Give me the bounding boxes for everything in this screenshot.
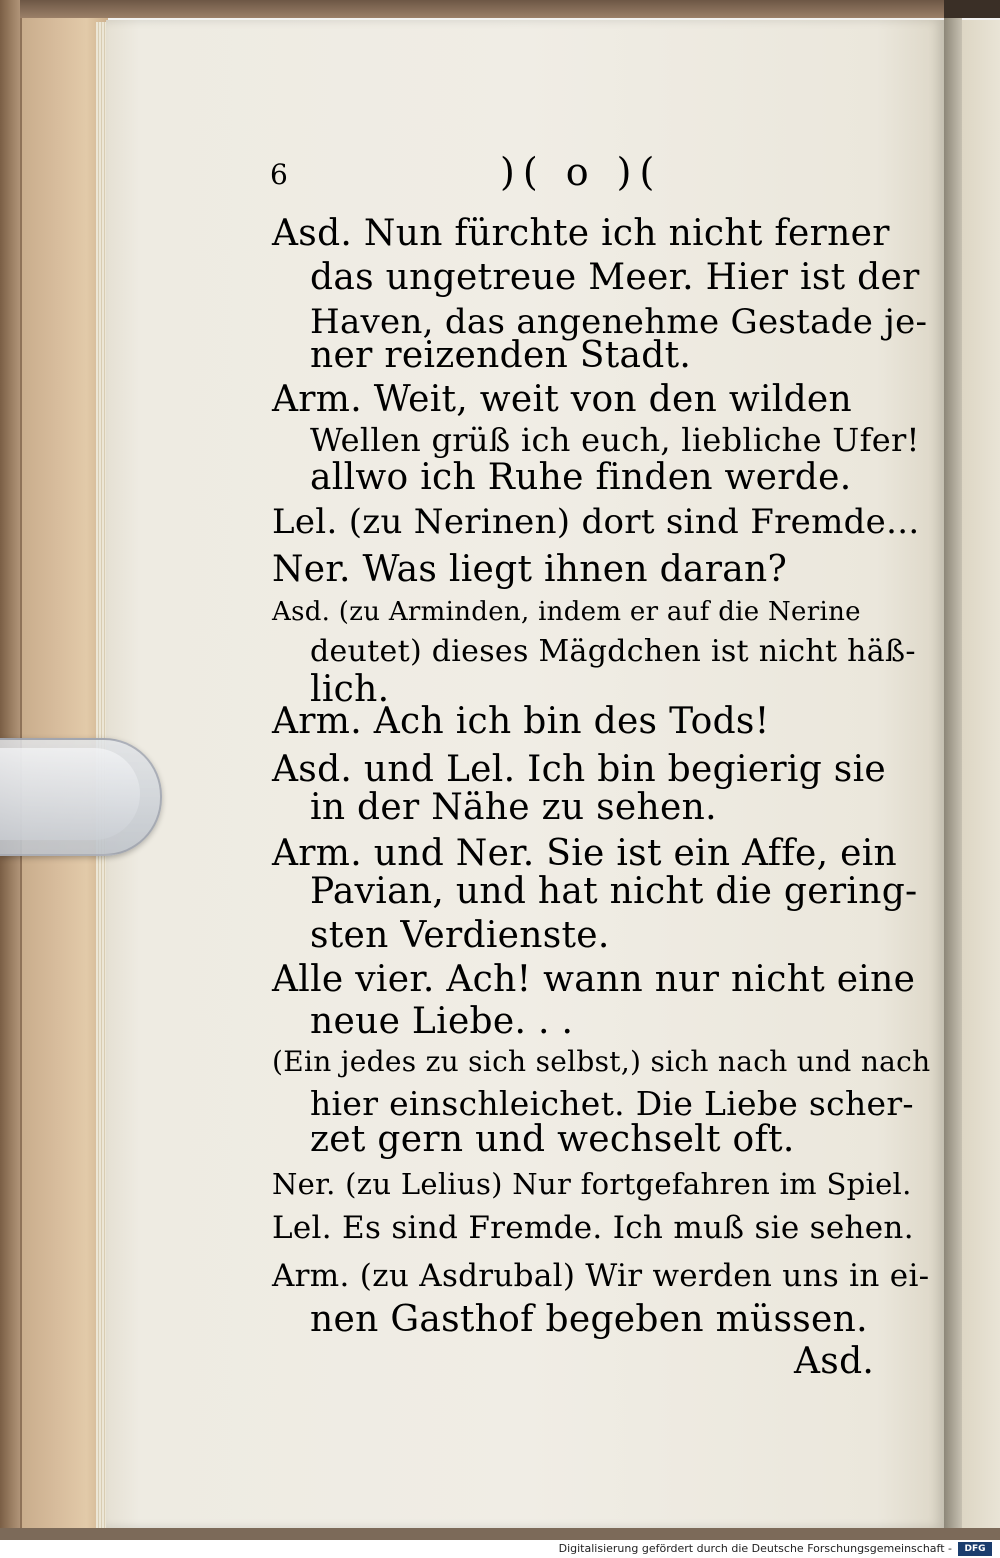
text-line: Asd. Nun fürchte ich nicht ferner xyxy=(272,213,890,254)
corner-dark xyxy=(944,0,1000,18)
text-line: Haven, das angenehme Gestade je- xyxy=(310,302,928,342)
text-line: (Ein jedes zu sich selbst,) sich nach und nach xyxy=(272,1045,931,1078)
text-line: Alle vier. Ach! wann nur nicht eine xyxy=(272,959,916,1000)
facing-page-edge xyxy=(962,20,1000,1528)
text-line: Arm. und Ner. Sie ist ein Affe, ein xyxy=(272,833,898,874)
text-line: in der Nähe zu sehen. xyxy=(310,787,717,828)
text-line: Ner. Was liegt ihnen daran? xyxy=(272,549,788,590)
text-line: Lel. (zu Nerinen) dort sind Fremde... xyxy=(272,502,920,542)
page-number: 6 xyxy=(270,158,288,191)
text-line: zet gern und wechselt oft. xyxy=(310,1119,795,1160)
catchword: Asd. xyxy=(794,1341,875,1382)
text-line: lich. xyxy=(310,669,390,710)
page-clip xyxy=(0,738,162,856)
text-line: Arm. Weit, weit von den wilden xyxy=(272,379,853,420)
text-line: ner reizenden Stadt. xyxy=(310,335,692,376)
footer-text: Digitalisierung gefördert durch die Deutsche Forschungsgemeinschaft - xyxy=(558,1542,952,1555)
text-line: Pavian, und hat nicht die gering- xyxy=(310,871,918,912)
text-line: deutet) dieses Mägdchen ist nicht häß- xyxy=(310,634,916,669)
text-line: Asd. (zu Arminden, indem er auf die Nerine xyxy=(272,597,861,627)
top-edge xyxy=(0,0,1000,18)
text-line: Asd. und Lel. Ich bin begierig sie xyxy=(272,749,886,790)
text-line: das ungetreue Meer. Hier ist der xyxy=(310,257,920,298)
text-line: Ner. (zu Lelius) Nur fortgefahren im Spiel. xyxy=(272,1167,912,1201)
text-line: hier einschleichet. Die Liebe scher- xyxy=(310,1084,914,1123)
footer-bar xyxy=(0,1540,1000,1558)
text-line: Wellen grüß ich euch, liebliche Ufer! xyxy=(310,421,920,459)
dfg-logo: DFG xyxy=(958,1542,992,1556)
text-line: allwo ich Ruhe finden werde. xyxy=(310,457,852,498)
text-line: Lel. Es sind Fremde. Ich muß sie sehen. xyxy=(272,1210,914,1246)
header-ornament: )( o )( xyxy=(500,150,663,194)
gutter-shadow xyxy=(944,18,962,1530)
text-line: neue Liebe. . . xyxy=(310,1001,574,1042)
text-line: Arm. Ach ich bin des Tods! xyxy=(272,701,770,742)
bottom-edge xyxy=(0,1528,1000,1540)
text-line: Arm. (zu Asdrubal) Wir werden uns in ei- xyxy=(272,1258,930,1294)
text-line: nen Gasthof begeben müssen. xyxy=(310,1299,868,1340)
text-line: sten Verdienste. xyxy=(310,915,610,956)
